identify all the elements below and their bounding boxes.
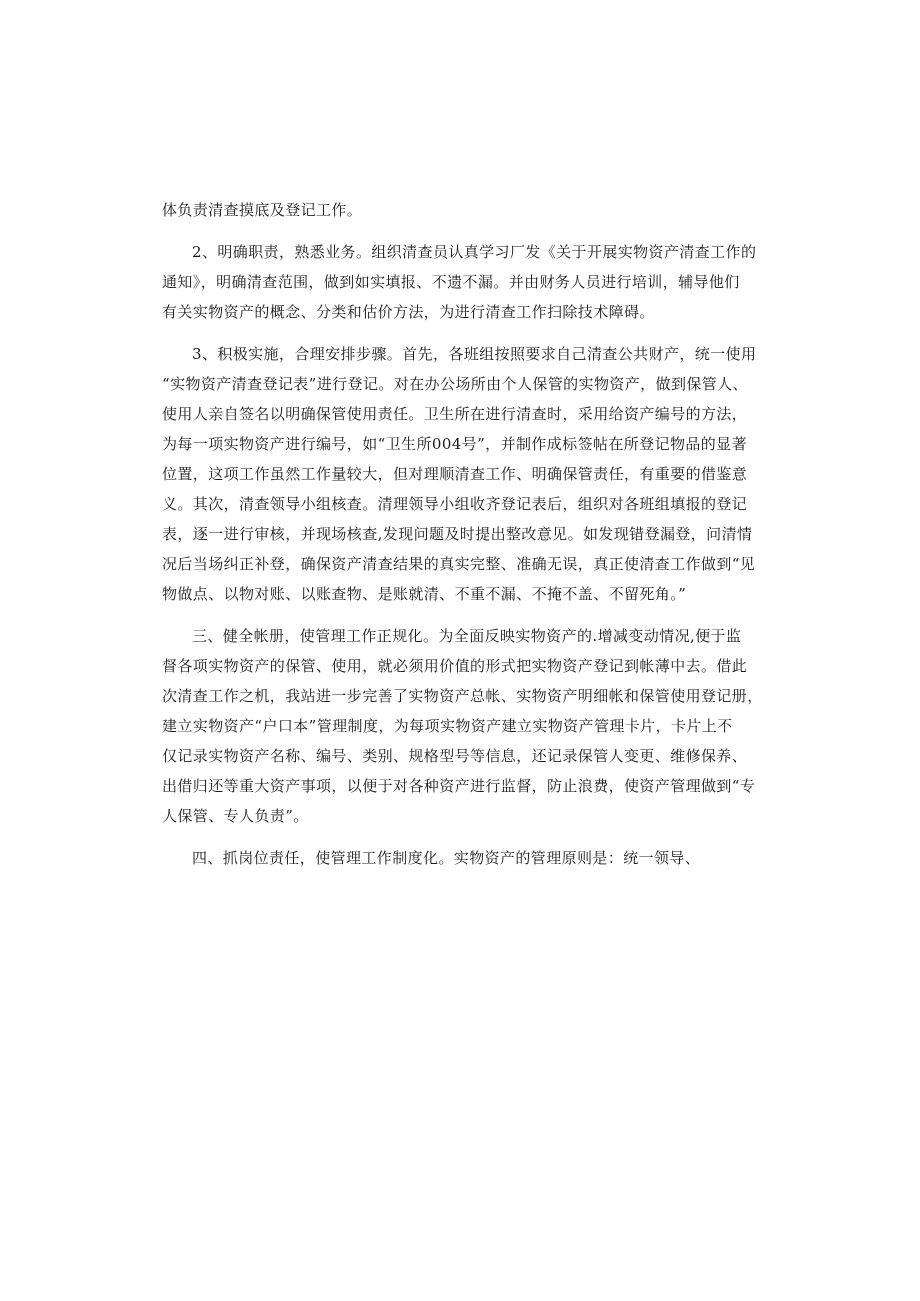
text-line: 体负责清查摸底及登记工作。 bbox=[162, 201, 363, 219]
paragraph-gap bbox=[162, 609, 762, 621]
text-line: 四、抓岗位责任，使管理工作制度化。实物资产的管理原则是：统一领导、 bbox=[192, 849, 701, 867]
text-line: 通知》，明确清查范围，做到如实填报、不遗不漏。并由财务人员进行培训，辅导他们 bbox=[162, 273, 740, 291]
text-line: 三、健全帐册，使管理工作正规化。为全面反映实物资产的.增减变动情况,便于监 bbox=[192, 627, 742, 645]
text-line: 表，逐一进行审核，并现场核查,发现问题及时提出整改意见。如发现错登漏登，问清情 bbox=[162, 525, 753, 543]
text-line: 督各项实物资产的保管、使用，就必须用价值的形式把实物资产登记到帐薄中去。借此 bbox=[162, 657, 748, 675]
text-line: 物做点、以物对账、以账查物、是账就清、不重不漏、不掩不盖、不留死角。” bbox=[162, 585, 687, 603]
text-line: 仅记录实物资产名称、编号、类别、规格型号等信息，还记录保管人变更、维修保养、 bbox=[162, 747, 748, 765]
text-line: 人保管、专人负责”。 bbox=[162, 807, 309, 825]
text-line: 3、积极实施，合理安排步骤。首先，各班组按照要求自己清查公共财产，统一使用 bbox=[192, 345, 757, 363]
paragraph-gap bbox=[162, 831, 762, 843]
text-line: 出借归还等重大资产事项，以便于对各种资产进行监督，防止浪费，使资产管理做到“专 bbox=[162, 777, 756, 795]
text-line: 2、明确职责，熟悉业务。组织清查员认真学习厂发《关于开展实物资产清查工作的 bbox=[192, 243, 757, 261]
text-line: 使用人亲自签名以明确保管使用责任。卫生所在进行清查时，采用给资产编号的方法， bbox=[162, 405, 748, 423]
paragraph-gap bbox=[162, 225, 762, 237]
text-line: 况后当场纠正补登，确保资产清查结果的真实完整、准确无误，真正使清查工作做到“见 bbox=[162, 555, 756, 573]
text-line: “实物资产清查登记表”进行登记。对在办公场所由个人保管的实物资产，做到保管人、 bbox=[162, 375, 748, 393]
text-line: 位置，这项工作虽然工作量较大，但对理顺清查工作、明确保管责任，有重要的借鉴意 bbox=[162, 465, 748, 483]
text-line: 为每一项实物资产进行编号，如“卫生所004号”，并制作成标签帖在所登记物品的显著 bbox=[162, 435, 747, 453]
document-body bbox=[162, 195, 762, 873]
text-line: 次清查工作之机，我站进一步完善了实物资产总帐、实物资产明细帐和保管使用登记册， bbox=[162, 687, 763, 705]
text-line: 建立实物资产“户口本”管理制度，为每项实物资产建立实物资产管理卡片，卡片上不 bbox=[162, 717, 733, 735]
text-line: 有关实物资产的概念、分类和估价方法，为进行清查工作扫除技术障碍。 bbox=[162, 303, 655, 321]
text-line: 义。其次，清查领导小组核查。清理领导小组收齐登记表后，组织对各班组填报的登记 bbox=[162, 495, 748, 513]
paragraph-gap bbox=[162, 327, 762, 339]
